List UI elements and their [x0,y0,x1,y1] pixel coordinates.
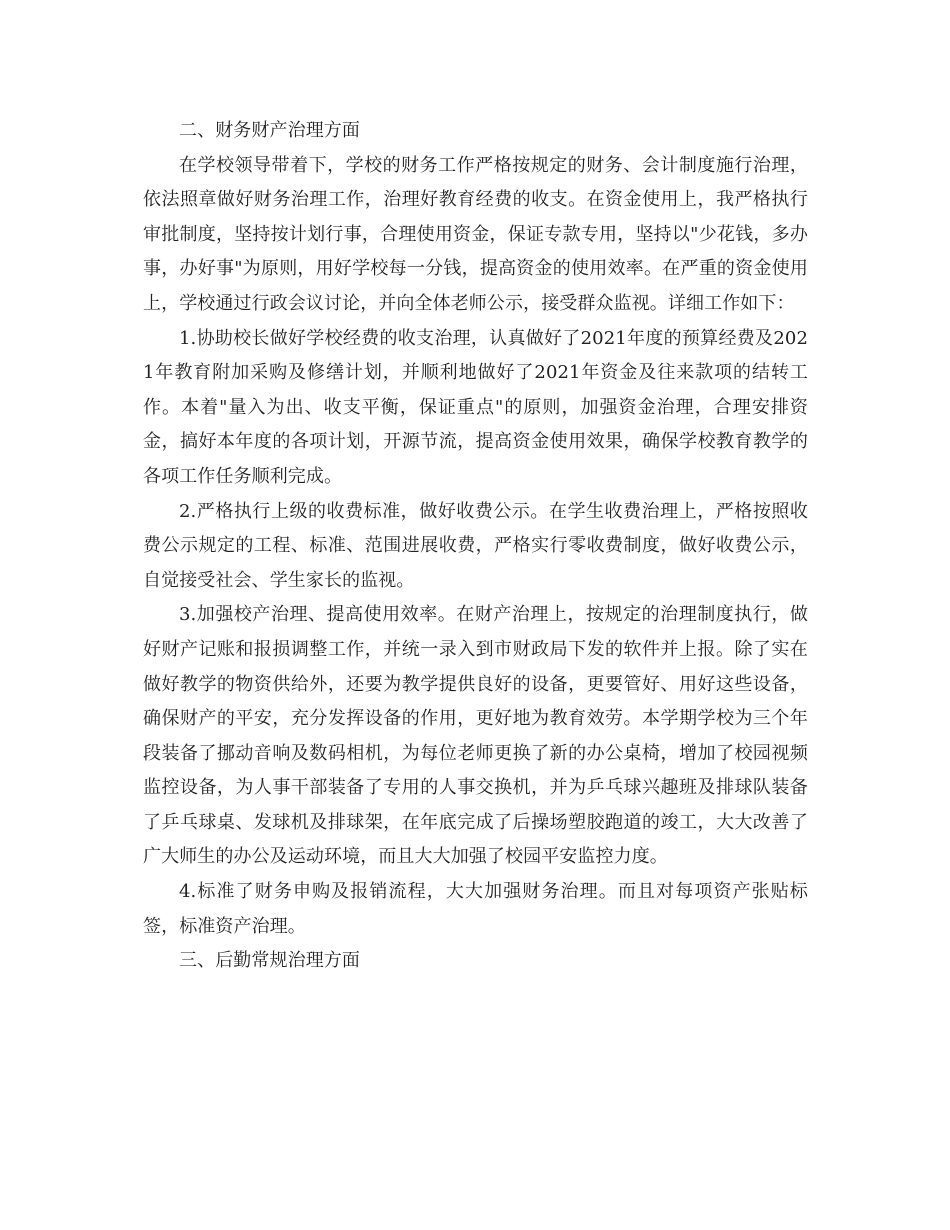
finance-intro-paragraph: 在学校领导带着下，学校的财务工作严格按规定的财务、会计制度施行治理，依法照章做好财务治理工作，治理好教育经费的收支。在资金使用上，我严格执行审批制度，坚持按计划行事，合理使用资金，保证专款专用，坚持以"少花钱，多办事，办好事"为原则，用好学校每一分钱，提高资金的使用效率。在严重的资金使用上，学校通过行政会议讨论，并向全体老师公示，接受群众监视。详细工作如下： [143,154,808,314]
finance-item-1: 1.协助校长做好学校经费的收支治理，认真做好了2021年度的预算经费及2021年教育附加采购及修缮计划，并顺利地做好了2021年资金及往来款项的结转工作。本着"量入为出、收支平衡，保证重点"的原则，加强资金治理，合理安排资金，搞好本年度的各项计划，开源节流，提高资金使用效果，确保学校教育教学的各项工作任务顺利完成。 [143,327,808,487]
finance-item-3: 3.加强校产治理、提高使用效率。在财产治理上，按规定的治理制度执行，做好财产记账和报损调整工作，并统一录入到市财政局下发的软件并上报。除了实在做好教学的物资供给外，还要为教学提供良好的设备，更要管好、用好这些设备，确保财产的平安，充分发挥设备的作用，更好地为教育效劳。本学期学校为三个年段装备了挪动音响及数码相机，为每位老师更换了新的办公桌椅，增加了校园视频监控设备，为人事干部装备了专用的人事交换机，并为乒乓球兴趣班及排球队装备了乒乓球桌、发球机及排球架，在年底完成了后操场塑胶跑道的竣工，大大改善了广大师生的办公及运动环境，而且大大加强了校园平安监控力度。 [143,604,808,868]
section-heading-finance: 二、财务财产治理方面 [179,120,360,141]
finance-item-4: 4.标准了财务申购及报销流程，大大加强财务治理。而且对每项资产张贴标签，标准资产治理。 [143,881,808,937]
section-heading-logistics: 三、后勤常规治理方面 [179,950,360,972]
finance-item-2: 2.严格执行上级的收费标准，做好收费公示。在学生收费治理上，严格按照收费公示规定的工程、标准、范围进展收费，严格实行零收费制度，做好收费公示，自觉接受社会、学生家长的监视。 [143,500,808,591]
document-body [143,114,808,979]
